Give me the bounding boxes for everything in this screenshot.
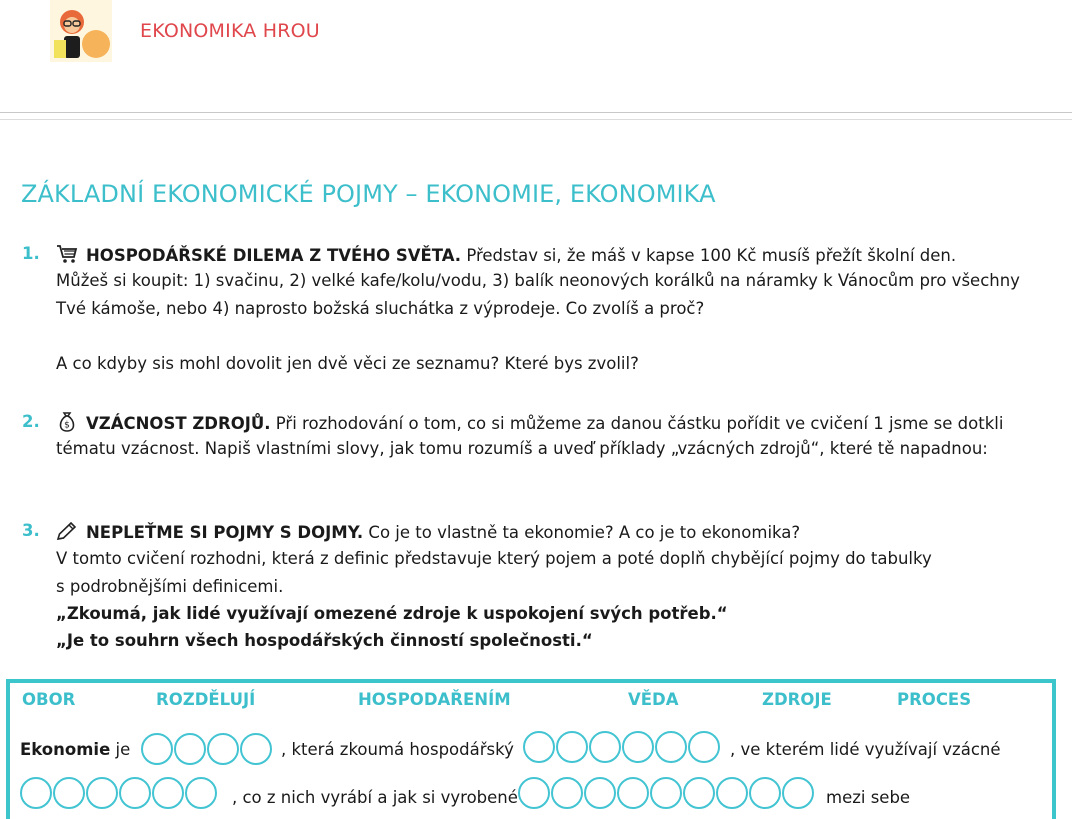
fill-row-1-text [20, 740, 130, 759]
task-3-line-3: s podrobnějšími definicemi. [56, 577, 284, 596]
header-divider [0, 112, 1072, 113]
word-bank-item: HOSPODAŘENÍM [358, 690, 511, 709]
task-1-text: Představ si, že máš v kapse 100 Kč musíš přežít školní den. [461, 246, 957, 265]
letter-circle[interactable] [141, 733, 173, 765]
task-number: 2. [22, 412, 40, 431]
letter-circle[interactable] [185, 777, 217, 809]
letter-circle[interactable] [655, 731, 687, 763]
task-number: 3. [22, 521, 40, 540]
task-1-line-3: Tvé kámoše, nebo 4) naprosto božská sluchátka z výprodeje. Co zvolíš a proč? [56, 299, 705, 318]
fill-text: , co z nich vyrábí a jak si vyrobené [232, 788, 518, 807]
task-2-line-1 [56, 412, 1003, 433]
task-1-line-4: A co kdyby sis mohl dovolit jen dvě věci ze seznamu? Které bys zvolil? [56, 354, 639, 373]
letter-boxes-veda[interactable] [141, 733, 272, 765]
letter-circle[interactable] [518, 777, 550, 809]
task-2-heading: VZÁCNOST ZDROJŮ. [86, 414, 271, 433]
task-3-line-2: V tomto cvičení rozhodni, která z definic představuje který pojem a poté doplň chybějící pojmy do tabulky [56, 549, 932, 568]
letter-circle[interactable] [589, 731, 621, 763]
task-2-text: Při rozhodování o tom, co si můžeme za danou částku pořídit ve cvičení 1 jsme se dotkli [270, 414, 1004, 433]
letter-circle[interactable] [523, 731, 555, 763]
letter-circle[interactable] [716, 777, 748, 809]
letter-circle[interactable] [53, 777, 85, 809]
letter-circle[interactable] [584, 777, 616, 809]
task-1-line-2: Můžeš si koupit: 1) svačinu, 2) velké kafe/kolu/vodu, 3) balík neonových korálků na náramky k Vánocům pro všechny [56, 271, 1020, 290]
letter-circle[interactable] [551, 777, 583, 809]
page-title: ZÁKLADNÍ EKONOMICKÉ POJMY – EKONOMIE, EKONOMIKA [21, 180, 716, 208]
svg-text:$: $ [64, 420, 70, 431]
word-bank-item: PROCES [897, 690, 972, 709]
task-3-text: Co je to vlastně ta ekonomie? A co je to ekonomika? [363, 523, 801, 542]
letter-circle[interactable] [683, 777, 715, 809]
letter-circle[interactable] [782, 777, 814, 809]
task-number: 1. [22, 244, 40, 263]
term-ekonomie: Ekonomie [20, 740, 111, 759]
letter-circle[interactable] [20, 777, 52, 809]
fill-text: , která zkoumá hospodářský [281, 740, 514, 759]
word-bank-item: OBOR [22, 690, 76, 709]
letter-circle[interactable] [240, 733, 272, 765]
mascot-logo-icon [50, 0, 112, 62]
letter-circle[interactable] [152, 777, 184, 809]
letter-boxes-proces[interactable] [523, 731, 720, 763]
brand-name: EKONOMIKA HROU [140, 20, 320, 42]
letter-circle[interactable] [174, 733, 206, 765]
page-header [0, 0, 1072, 120]
letter-circle[interactable] [119, 777, 151, 809]
task-2-line-2: tématu vzácnost. Napiš vlastními slovy, jak tomu rozumíš a uveď příklady „vzácných zdrojů“, které tě napadnou: [56, 439, 988, 458]
definition-quote-1: „Zkoumá, jak lidé využívají omezené zdroje k uspokojení svých potřeb.“ [56, 604, 728, 623]
definition-quote-2: „Je to souhrn všech hospodářských činností společnosti.“ [56, 631, 593, 650]
fill-text: mezi sebe [826, 788, 911, 807]
letter-circle[interactable] [86, 777, 118, 809]
header-divider-secondary [0, 119, 1072, 120]
letter-boxes-zdroje[interactable] [20, 777, 217, 809]
shopping-cart-icon [56, 244, 78, 264]
money-bag-icon [56, 412, 78, 432]
fill-text: je [110, 740, 131, 759]
pencil-icon [56, 521, 78, 541]
task-1-line-1 [56, 244, 956, 265]
word-bank-item: ROZDĚLUJÍ [156, 690, 256, 709]
task-3-heading: NEPLEŤME SI POJMY S DOJMY. [86, 523, 364, 542]
letter-circle[interactable] [749, 777, 781, 809]
task-3-line-1 [56, 521, 800, 542]
letter-circle[interactable] [617, 777, 649, 809]
task-1-heading: HOSPODÁŘSKÉ DILEMA Z TVÉHO SVĚTA. [86, 246, 462, 265]
fill-text: , ve kterém lidé využívají vzácné [730, 740, 1001, 759]
word-bank-item: ZDROJE [762, 690, 832, 709]
word-bank-item: VĚDA [628, 690, 679, 709]
letter-circle[interactable] [688, 731, 720, 763]
letter-circle[interactable] [207, 733, 239, 765]
letter-circle[interactable] [622, 731, 654, 763]
letter-circle[interactable] [650, 777, 682, 809]
letter-circle[interactable] [556, 731, 588, 763]
letter-boxes-rozdeluji[interactable] [518, 777, 814, 809]
